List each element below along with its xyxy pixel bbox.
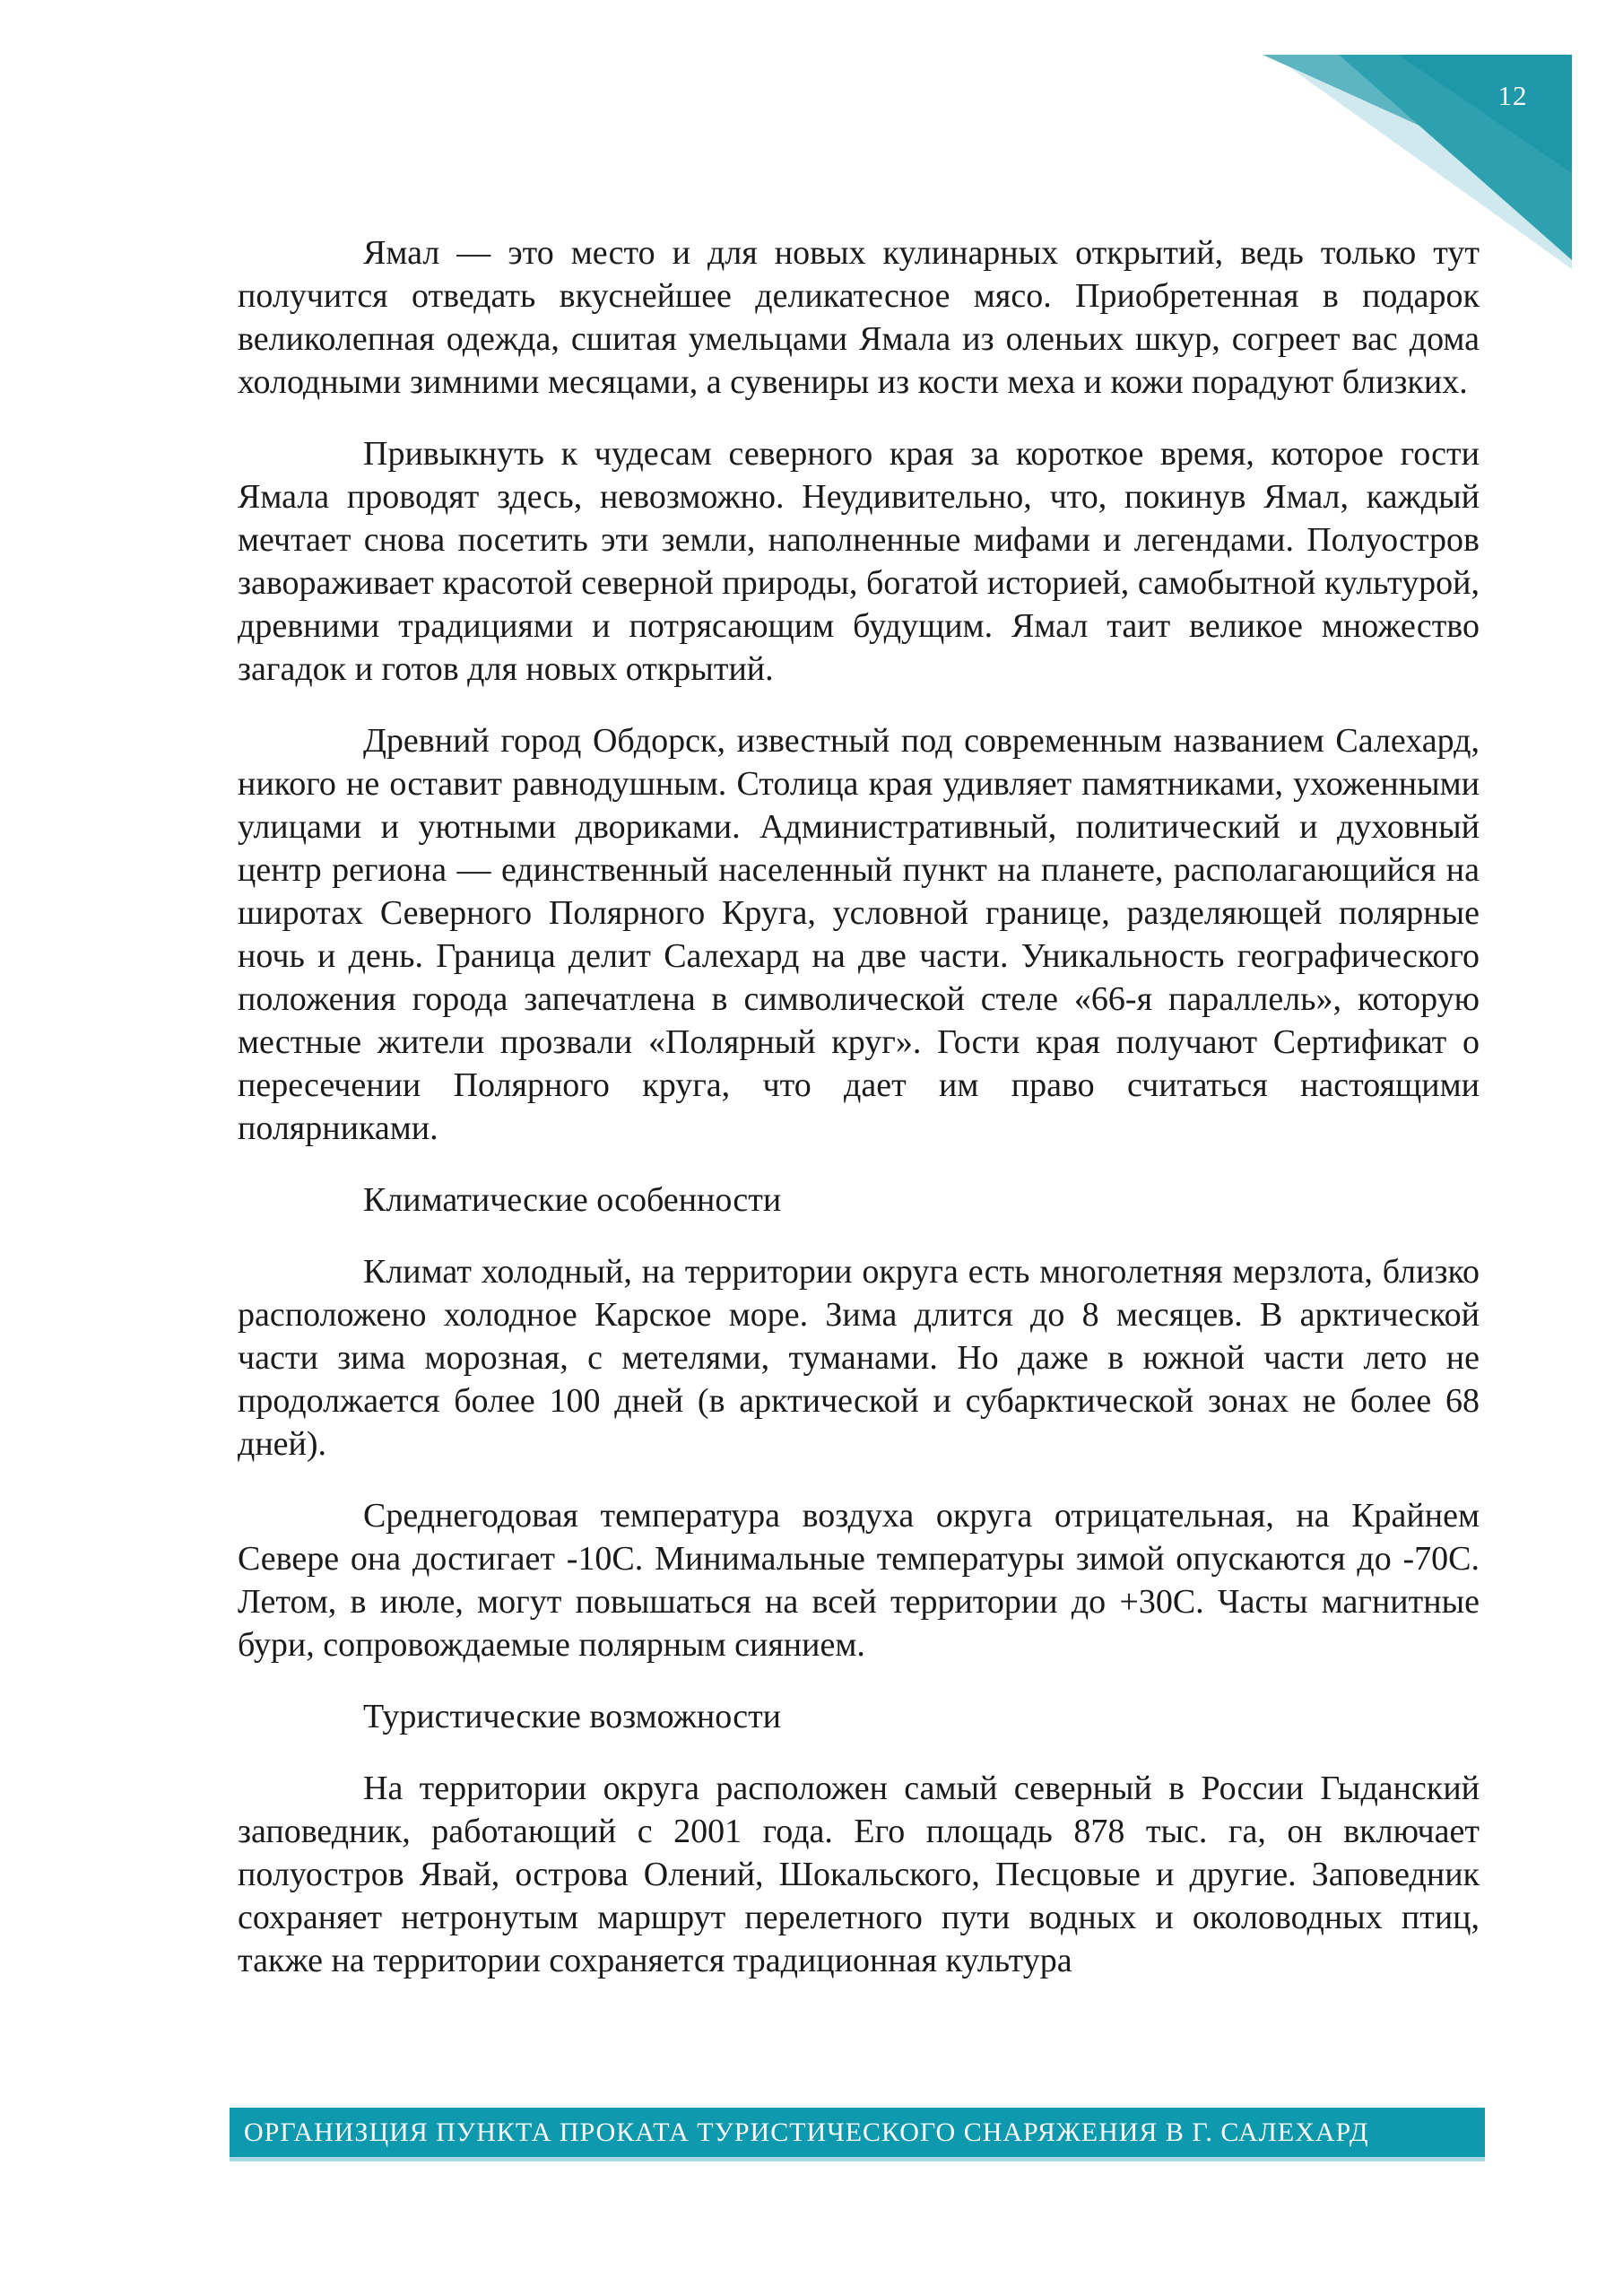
footer-title: ОРГАНИЗЦИЯ ПУНКТА ПРОКАТА ТУРИСТИЧЕСКОГО СНАРЯЖЕНИЯ В Г. САЛЕХАРД [244, 2118, 1369, 2147]
body-paragraph-salekhard-obdorsk: Древний город Обдорск, известный под современным названием Салехард, никого не оставит равнодушным. Столица края удивляет памятниками, ухоженными улицами и уютными двориками. Административный, политический и духовный центр региона — единственный населенный пункт на планете, располагающийся на широтах Северного Полярного Круга, условной границе, разделяющей полярные ночь и день. Граница делит Салехард на две части. Уникальность географического положения города запечатлена в символической стеле «66-я параллель», которую местные жители прозвали «Полярный круг». Гости края получают Сертификат о пересечении Полярного круга, что дает им право считаться настоящими полярниками. [238, 722, 1480, 1147]
page-number: 12 [1497, 80, 1528, 111]
footer-banner [230, 2108, 1485, 2161]
section-heading-climate: Климатические особенности [363, 1181, 782, 1219]
body-paragraph-climate-cold: Климат холодный, на территории округа есть многолетняя мерзлота, близко расположено холодное Карское море. Зима длится до 8 месяцев. В арктической части зима морозная, с метелями, туманами. Но даже в южной части лето не продолжается более 100 дней (в арктической и субарктической зонах не более 68 дней). [238, 1253, 1480, 1463]
document-body [238, 231, 1480, 1982]
body-paragraph-yamal-cuisine: Ямал — это место и для новых кулинарных открытий, ведь только тут получится отведать вкуснейшее деликатесное мясо. Приобретенная в подарок великолепная одежда, сшитая умельцами Ямала из оленьих шкур, согреет вас дома холодными зимними месяцами, а сувениры из кости меха и кожи порадуют близких. [238, 234, 1480, 401]
section-heading-tourism: Туристические возможности [363, 1698, 782, 1735]
body-paragraph-gydan-reserve: На территории округа расположен самый северный в России Гыданский заповедник, работающий с 2001 года. Его площадь 878 тыс. га, он включает полуостров Явай, острова Олений, Шокальского, Песцовые и другие. Заповедник сохраняет нетронутым маршрут перелетного пути водных и околоводных птиц, также на территории сохраняется традиционная культура [238, 1770, 1480, 1979]
body-paragraph-temperature: Среднегодовая температура воздуха округа отрицательная, на Крайнем Севере она достигает -10С. Минимальные температуры зимой опускаются до -70С. Летом, в июле, могут повышаться на всей территории до +30С. Часты магнитные бури, сопровождаемые полярным сиянием. [238, 1497, 1480, 1664]
body-paragraph-yamal-wonders: Привыкнуть к чудесам северного края за короткое время, которое гости Ямала проводят здесь, невозможно. Неудивительно, что, покинув Ямал, каждый мечтает снова посетить эти земли, наполненные мифами и легендами. Полуостров завораживает красотой северной природы, богатой историей, самобытной культурой, древними традициями и потрясающим будущим. Ямал таит великое множество загадок и готов для новых открытий. [238, 435, 1480, 688]
